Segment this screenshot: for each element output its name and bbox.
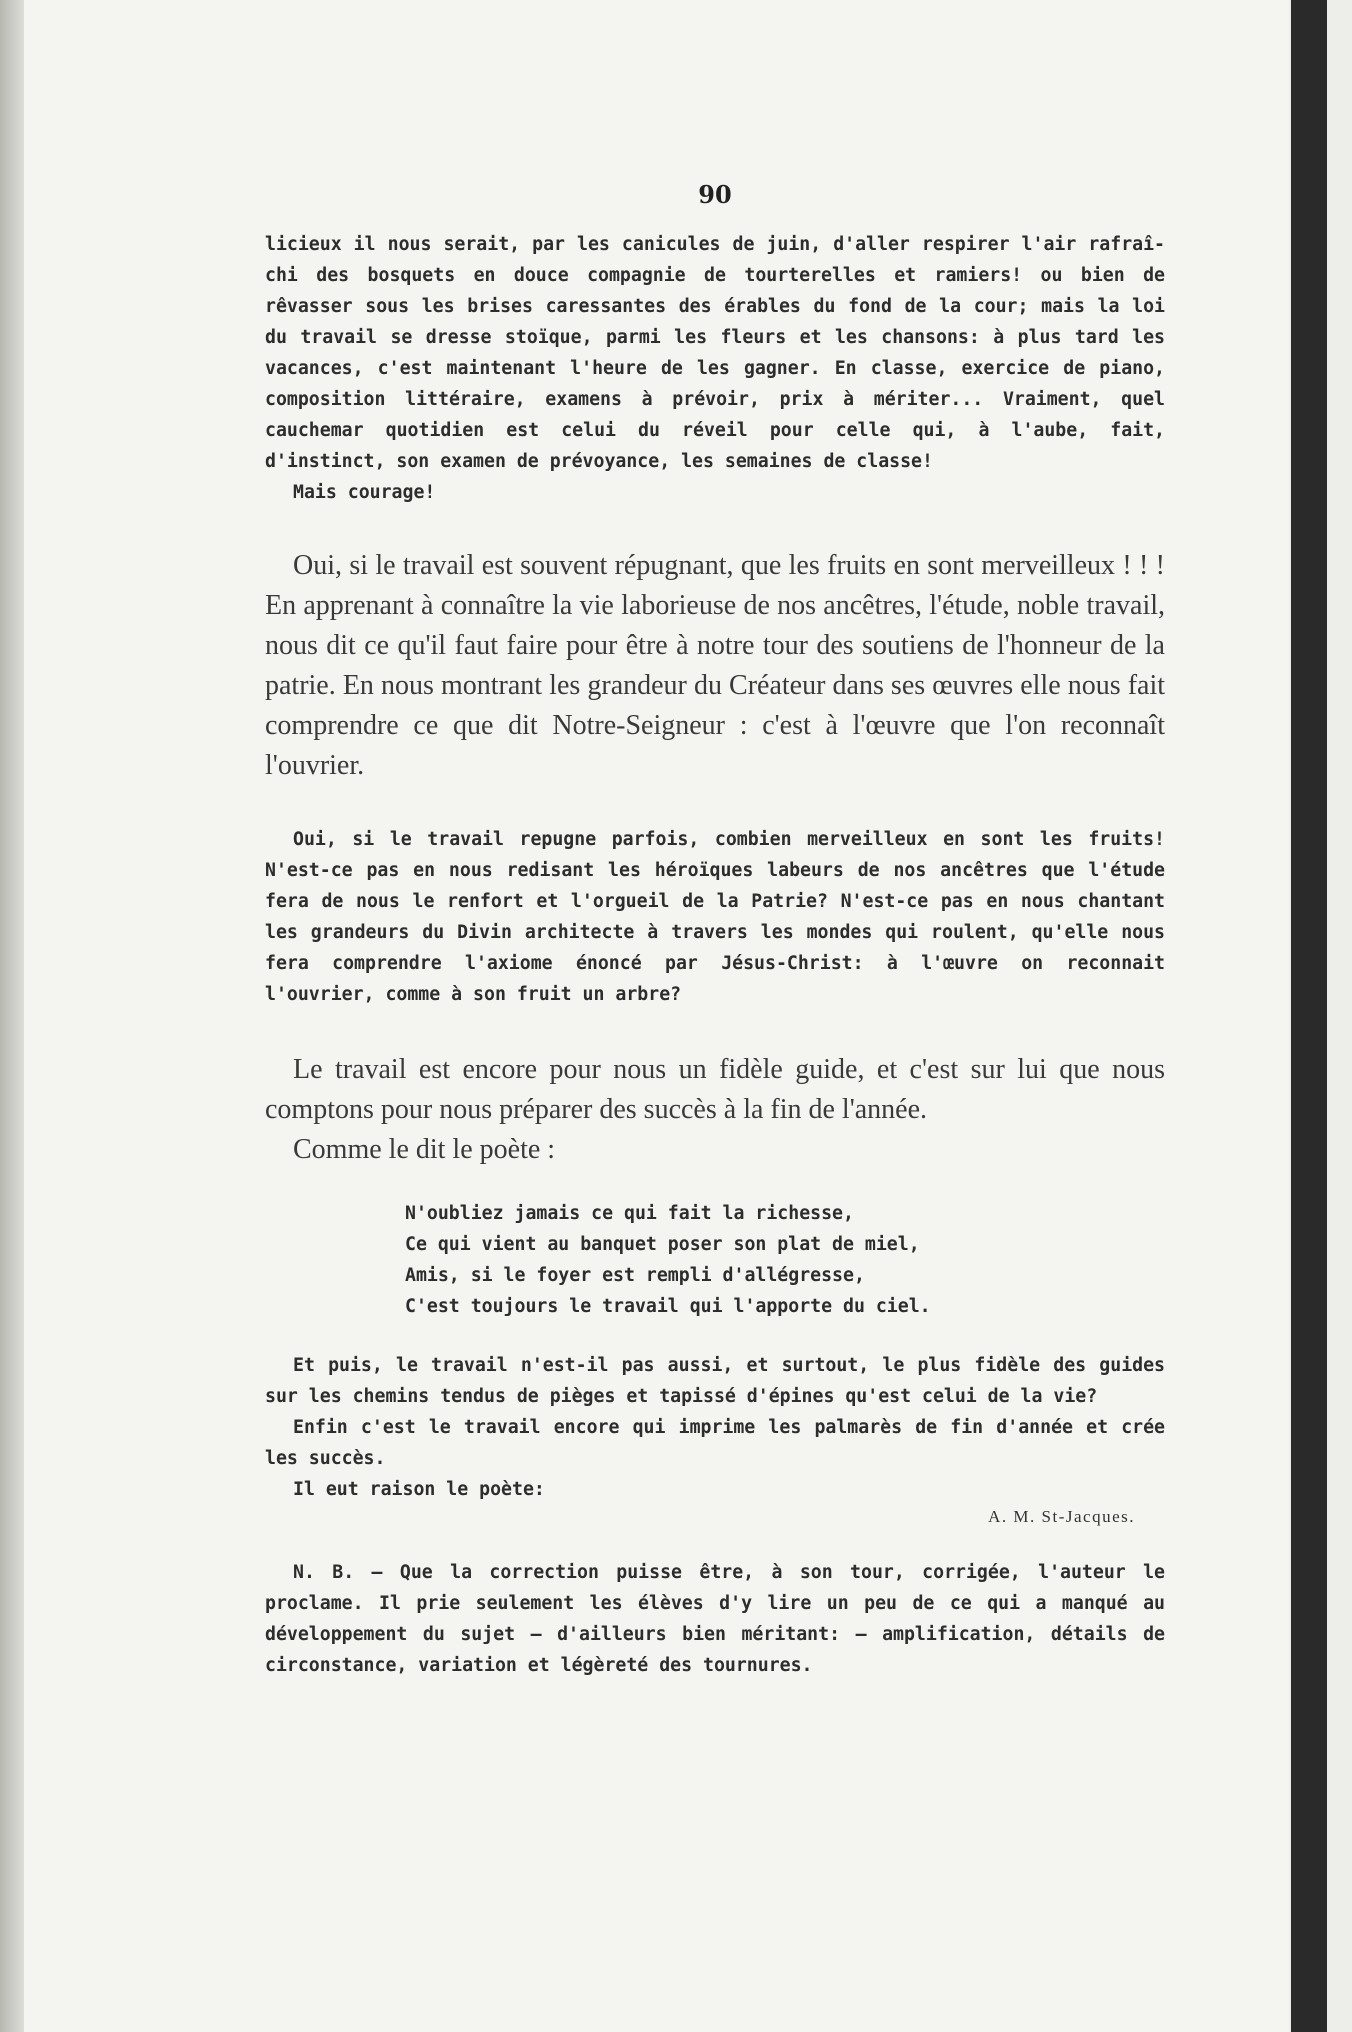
paragraph-enfin: Enfin c'est le travail encore qui imprime les palmarès de fin d'année et crée les succès. (265, 1417, 1165, 1469)
editor-note: N. B. — Que la correction puisse être, à son tour, corrigée, l'auteur le proclame. Il prie seulement les élèves d'y lire un peu de ce qui a manqué au développement du sujet — d'ailleurs bien méritant: — amplification, détails de circonstance, variation et légèreté des tournures. (265, 1562, 1165, 1676)
poem-line: Ce qui vient au banquet poser son plat de miel, (405, 1234, 920, 1255)
paragraph-le-travail-est-encore: Le travail est encore pour nous un fidèle guide, et c'est sur lui que nous comptons pour nous préparer des succès à la fin de l'année. (265, 1054, 1165, 1125)
paragraph-continued: licieux il nous serait, par les canicules de juin, d'aller respirer l'air rafraî-chi des bosquets en douce compagnie de tourterelles et ramiers! ou bien de rêvasser sous les brises caressantes des érables du fond de la cour; mais la loi du travail se dresse stoïque, parmi les fleurs et les chansons: à plus tard les vacances, c'est maintenant l'heure de les gagner. En classe, exercice de piano, composition littéraire, examens à prévoir, prix à mériter... Vraiment, quel cauchemar quotidien est celui du réveil pour celle qui, à l'aube, fait, d'instinct, son examen de prévoyance, les semaines de classe! (265, 234, 1165, 472)
paragraph-et-puis: Et puis, le travail n'est-il pas aussi, et surtout, le plus fidèle des guides sur les chemins tendus de pièges et tapissé d'épines qu'est celui de la vie? (265, 1355, 1165, 1407)
poem-line: C'est toujours le travail qui l'apporte du ciel. (405, 1296, 931, 1317)
author-signature: A. M. St-Jacques. (988, 1507, 1135, 1526)
paragraph-oui-si-le-travail-repugne: Oui, si le travail repugne parfois, combien merveilleux en sont les fruits! N'est-ce pas en nous redisant les héroïques labeurs de nos ancêtres que l'étude fera de nous le renfort et l'orgueil de la Patrie? N'est-ce pas en nous chantant les grandeurs du Divin architecte à travers les mondes qui roulent, qu'elle nous fera comprendre l'axiome énoncé par Jésus-Christ: à l'œuvre on reconnait l'ouvrier, comme à son fruit un arbre? (265, 829, 1165, 1005)
paragraph-comme-le-dit: Comme le dit le poète : (293, 1134, 556, 1165)
poem-quote (405, 1198, 1165, 1322)
scan-border-strip (1291, 0, 1327, 2032)
poem-line: Amis, si le foyer est rempli d'allégresse, (405, 1265, 865, 1286)
page-text-column (265, 180, 1165, 1681)
poem-line: N'oubliez jamais ce qui fait la richesse, (405, 1203, 854, 1224)
paragraph-mais-courage: Mais courage! (293, 482, 436, 503)
paragraph-oui-si-le-travail: Oui, si le travail est souvent répugnant, que les fruits en sont merveilleux ! ! ! En apprenant à connaître la vie laborieuse de nos ancêtres, l'étude, noble travail, nous dit ce qu'il faut faire pour être à notre tour des soutiens de l'honneur de la patrie. En nous montrant les grandeur du Créateur dans ses œuvres elle nous fait comprendre ce que dit Notre-Seigneur : c'est à l'œuvre que l'on reconnaît l'ouvrier. (265, 550, 1165, 781)
paragraph-il-eut-raison: Il eut raison le poète: (293, 1479, 545, 1500)
page-number: 90 (698, 180, 732, 209)
